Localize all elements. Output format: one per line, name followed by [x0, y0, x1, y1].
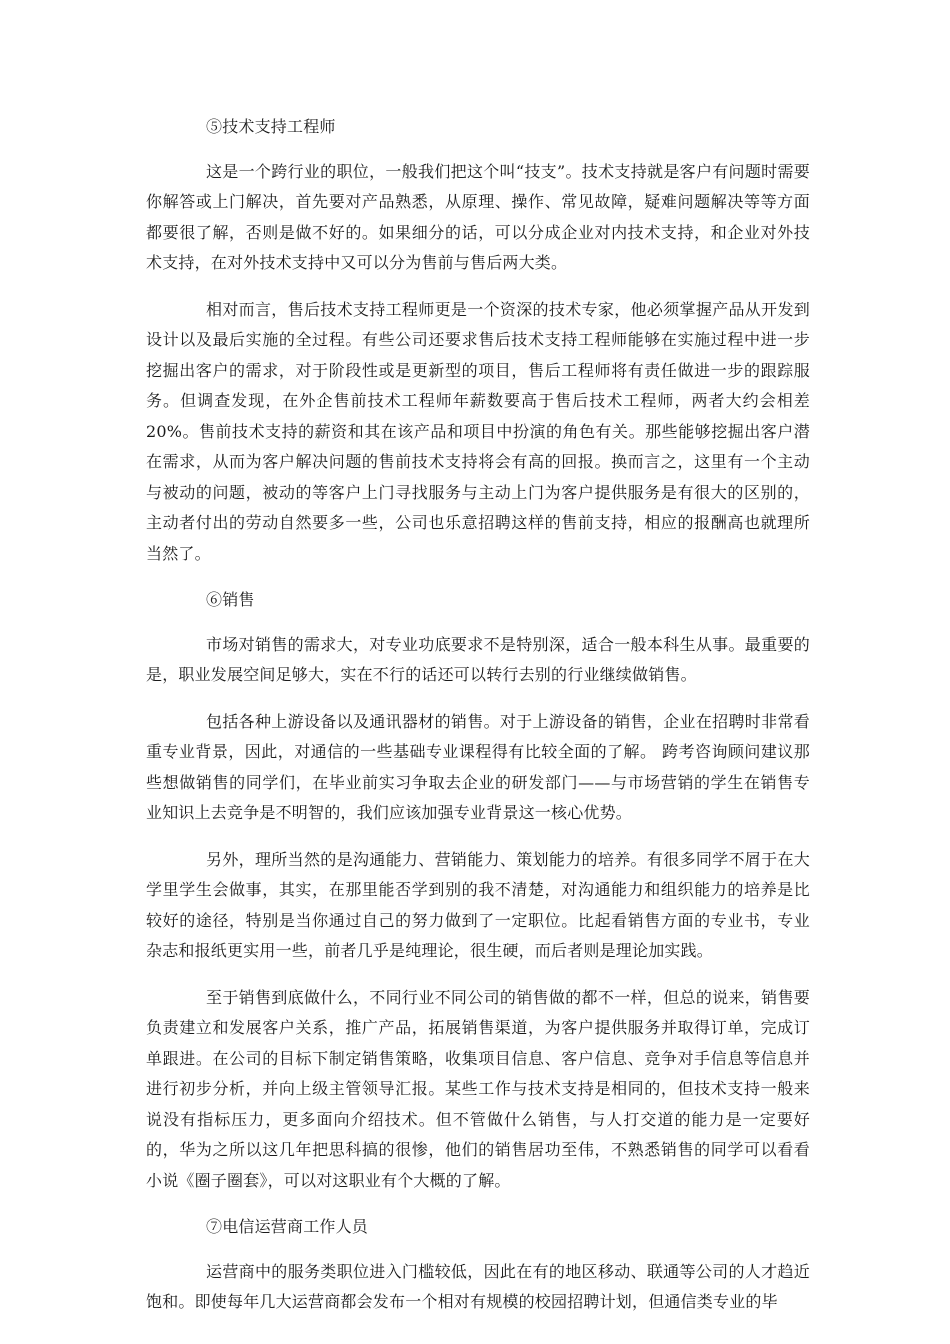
paragraph: 相对而言，售后技术支持工程师更是一个资深的技术专家，他必须掌握产品从开发到设计以及最后实施的全过程。有些公司还要求售后技术支持工程师能够在实施过程中进一步挖掘出客户的需求，对于阶段性或是更新型的项目，售后工程师将有责任做进一步的跟踪服务。但调查发现，在外企售前技术工程师年薪数要高于售后技术工程师，两者大约会相差 20%。售前技术支持的薪资和其在该产品和项目中扮演的角色有关。那些能够挖掘出客户潜在需求，从而为客户解决问题的售前技术支持将会有高的回报。换而言之，这里有一个主动与被动的问题，被动的等客户上门寻找服务与主动上门为客户提供服务是有很大的区别的，主动者付出的劳动自然要多一些，公司也乐意招聘这样的售前支持，相应的报酬高也就理所当然了。: [146, 299, 810, 563]
section-heading-technical-support: ⑤技术支持工程师: [206, 117, 336, 136]
paragraph: 包括各种上游设备以及通讯器材的销售。对于上游设备的销售，企业在招聘时非常看重专业背景，因此，对通信的一些基础专业课程得有比较全面的了解。 跨考咨询顾问建议那些想做销售的同学们，在毕业前实习争取去企业的研发部门——与市场营销的学生在销售专业知识上去竞争是不明智的，我们应该加强专业背景这一核心优势。: [146, 711, 810, 822]
section-heading-telecom-operator: ⑦电信运营商工作人员: [206, 1217, 369, 1236]
paragraph: 这是一个跨行业的职位，一般我们把这个叫“技支”。技术支持就是客户有问题时需要你解答或上门解决，首先要对产品熟悉，从原理、操作、常见故障，疑难问题解决等等方面都要很了解，否则是做不好的。如果细分的话，可以分成企业对内技术支持，和企业对外技术支持，在对外技术支持中又可以分为售前与售后两大类。: [146, 161, 810, 272]
section-heading-sales: ⑥销售: [206, 590, 255, 609]
paragraph: 另外，理所当然的是沟通能力、营销能力、策划能力的培养。有很多同学不屑于在大学里学生会做事，其实，在那里能否学到别的我不清楚，对沟通能力和组织能力的培养是比较好的途径，特别是当你通过自己的努力做到了一定职位。比起看销售方面的专业书，专业杂志和报纸更实用一些，前者几乎是纯理论，很生硬，而后者则是理论加实践。: [146, 849, 810, 960]
document-body: [146, 112, 810, 1334]
paragraph: 至于销售到底做什么，不同行业不同公司的销售做的都不一样，但总的说来，销售要负责建立和发展客户关系，推广产品，拓展销售渠道，为客户提供服务并取得订单，完成订单跟进。在公司的目标下制定销售策略，收集项目信息、客户信息、竞争对手信息等信息并进行初步分析，并向上级主管领导汇报。某些工作与技术支持是相同的，但技术支持一般来说没有指标压力，更多面向介绍技术。但不管做什么销售，与人打交道的能力是一定要好的，华为之所以这几年把思科搞的很惨，他们的销售居功至伟，不熟悉销售的同学可以看看小说《圈子圈套》，可以对这职业有个大概的了解。: [146, 987, 810, 1190]
paragraph: 运营商中的服务类职位进入门槛较低，因此在有的地区移动、联通等公司的人才趋近饱和。即使每年几大运营商都会发布一个相对有规模的校园招聘计划，但通信类专业的毕: [146, 1261, 810, 1311]
paragraph: 市场对销售的需求大，对专业功底要求不是特别深，适合一般本科生从事。最重要的是，职业发展空间足够大，实在不行的话还可以转行去别的行业继续做销售。: [146, 634, 810, 684]
